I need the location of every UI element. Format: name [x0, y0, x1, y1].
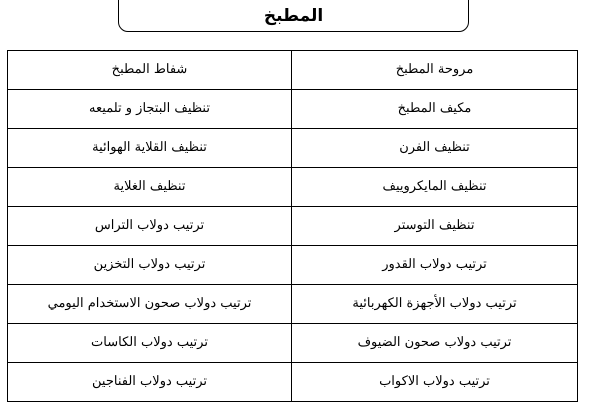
- title-box: [118, 0, 469, 32]
- table-cell: تنظيف القلاية الهوائية: [8, 129, 292, 168]
- table-cell: مروحة المطبخ: [292, 51, 578, 90]
- table-row: [8, 168, 578, 207]
- table-cell: ترتيب دولاب الفناجين: [8, 363, 292, 402]
- table-cell: ترتيب دولاب القدور: [292, 246, 578, 285]
- table-row: [8, 90, 578, 129]
- table-cell: ترتيب دولاب التخزين: [8, 246, 292, 285]
- table-cell: ترتيب دولاب الاكواب: [292, 363, 578, 402]
- table-cell: ترتيب دولاب التراس: [8, 207, 292, 246]
- table-cell: تنظيف التوستر: [292, 207, 578, 246]
- table-row: [8, 246, 578, 285]
- table-row: [8, 129, 578, 168]
- table-row: [8, 324, 578, 363]
- table-cell: تنظيف الغلاية: [8, 168, 292, 207]
- table-row: [8, 207, 578, 246]
- kitchen-chores-table: [7, 50, 578, 402]
- table-cell: شفاط المطبخ: [8, 51, 292, 90]
- table-row: [8, 363, 578, 402]
- table-row: [8, 285, 578, 324]
- table-cell: تنظيف البتجاز و تلميعه: [8, 90, 292, 129]
- table-cell: تنظيف المايكروييف: [292, 168, 578, 207]
- table-cell: تنظيف الفرن: [292, 129, 578, 168]
- table-cell: مكيف المطبخ: [292, 90, 578, 129]
- table-cell: ترتيب دولاب صحون الاستخدام اليومي: [8, 285, 292, 324]
- table-row: [8, 51, 578, 90]
- page-title: المطبخ: [263, 6, 324, 26]
- table-cell: ترتيب دولاب الأجهزة الكهربائية: [292, 285, 578, 324]
- table-cell: ترتيب دولاب صحون الضيوف: [292, 324, 578, 363]
- table-cell: ترتيب دولاب الكاسات: [8, 324, 292, 363]
